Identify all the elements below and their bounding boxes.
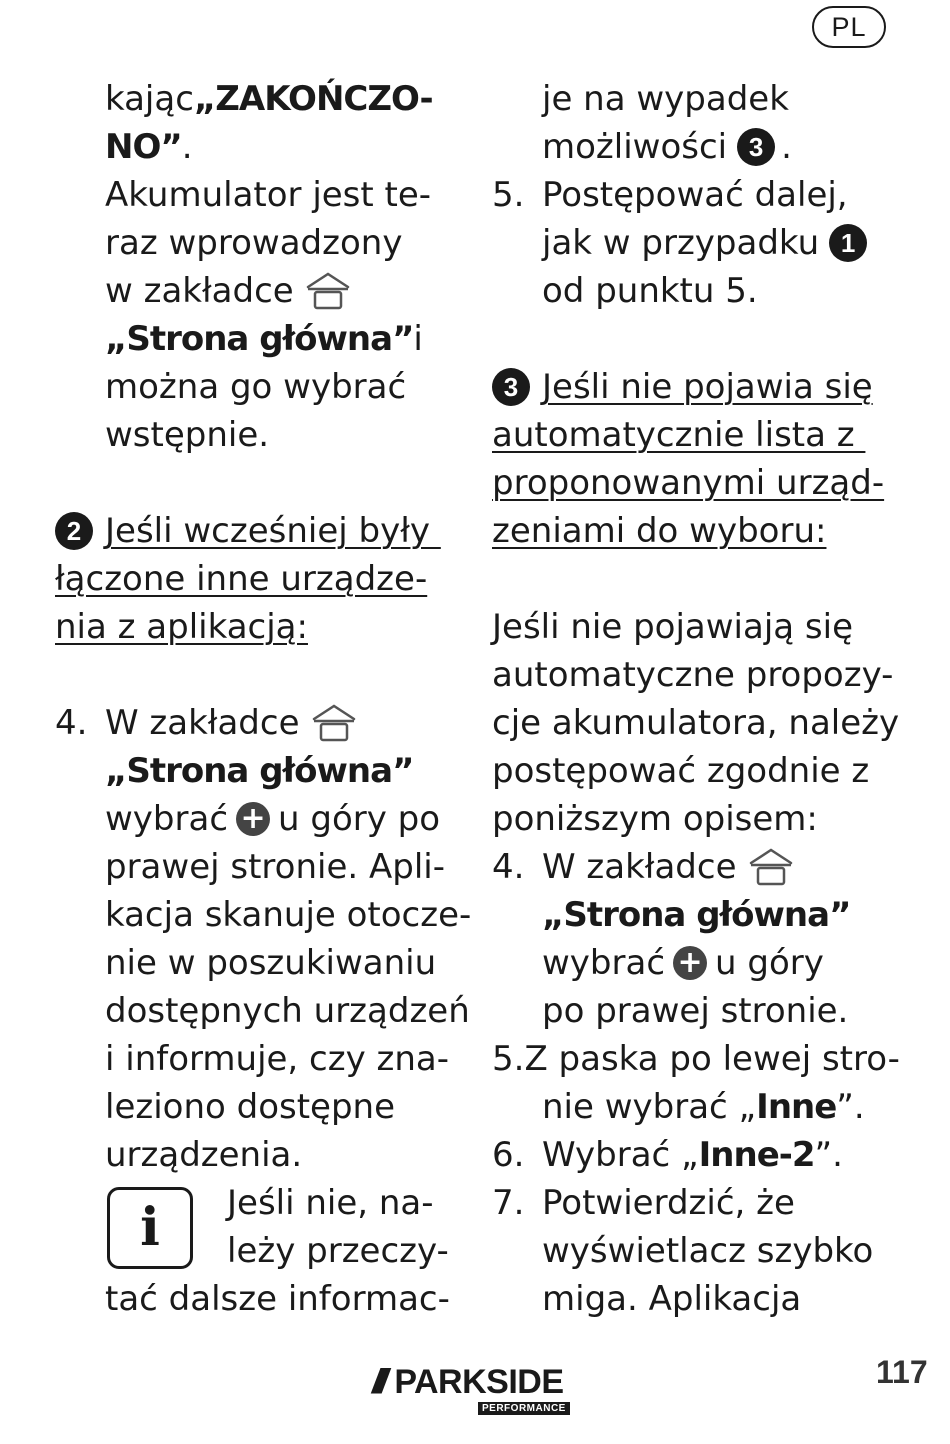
text-line: miga. Aplikacja: [542, 1279, 802, 1319]
right-column: [492, 75, 900, 1323]
step-number: 7.: [492, 1183, 525, 1223]
list-item: 7. Potwierdzić, że: [492, 1179, 897, 1227]
case-heading: łączone inne urządze-: [55, 559, 428, 599]
bold-term: Inne-2: [698, 1135, 815, 1175]
text-line: wybrać + u góry: [542, 943, 824, 983]
case-heading: 3 Jeśli nie pojawia się: [492, 363, 897, 411]
text-line: leży przeczy-: [227, 1231, 449, 1271]
list-item: 6. Wybrać „ Inne-2 ”.: [492, 1131, 897, 1179]
page-number: 117: [876, 1354, 928, 1390]
text-line: dostępnych urządzeń: [105, 991, 470, 1031]
list-item: 5. Z paska po lewej stro-: [492, 1035, 897, 1083]
text-line: urządzenia.: [105, 1135, 303, 1175]
text-line: wyświetlacz szybko: [542, 1231, 874, 1271]
text-line: je na wypadek: [542, 79, 789, 119]
language-badge: PL: [812, 6, 886, 48]
text-line: od punktu 5.: [542, 271, 758, 311]
text-line: jak w przypadku 1: [492, 219, 897, 267]
circled-number: 1: [829, 224, 867, 262]
text-line: i informuje, czy zna-: [105, 1039, 450, 1079]
text-line: możliwości 3 .: [542, 127, 792, 167]
bold-term: NO”: [105, 127, 182, 167]
text-line: postępować zgodnie z: [492, 751, 870, 791]
bold-term: „ZAKOŃCZO-: [193, 79, 433, 119]
plus-icon: +: [673, 946, 707, 980]
step-number: 4.: [492, 847, 525, 887]
text-line: cje akumulatora, należy: [492, 703, 900, 743]
case-heading: 2 Jeśli wcześniej były: [55, 507, 465, 555]
home-icon: [747, 847, 795, 887]
home-icon: [310, 703, 358, 743]
bold-term: „Strona główna”: [542, 895, 851, 935]
text-line: wstępnie.: [105, 415, 270, 455]
step-number: 6.: [492, 1135, 525, 1175]
logo-slashes: ///: [372, 1363, 383, 1401]
text-line: „Strona główna” i: [55, 315, 465, 363]
case-heading: automatycznie lista z: [492, 415, 866, 455]
text-line: [492, 891, 897, 939]
bold-term: „Strona główna”: [105, 751, 414, 791]
text-line: poniższym opisem:: [492, 799, 818, 839]
text-line: NO” .: [55, 123, 465, 171]
text-line: po prawej stronie.: [542, 991, 849, 1031]
text-line: raz wprowadzony: [105, 223, 403, 263]
circled-number: 3: [737, 128, 775, 166]
bold-term: „Strona główna”: [105, 319, 414, 359]
info-note: [55, 1179, 465, 1323]
text-line: prawej stronie. Apli-: [105, 847, 445, 887]
text-line: nie wybrać „ Inne ”.: [492, 1083, 897, 1131]
text-line: nie w poszukiwaniu: [105, 943, 437, 983]
logo-subtitle: PERFORMANCE: [478, 1402, 570, 1415]
left-column: [55, 75, 472, 1323]
text-line: Jeśli nie, na-: [227, 1183, 434, 1223]
case-heading: nia z aplikacją:: [55, 607, 308, 647]
case-heading: proponowanymi urząd-: [492, 463, 885, 503]
circled-number: 2: [55, 512, 93, 550]
step-number: 4.: [55, 703, 88, 743]
step-number: 5.: [492, 175, 525, 215]
home-icon: [304, 271, 352, 311]
circled-number: 3: [492, 368, 530, 406]
parkside-logo: [372, 1362, 597, 1422]
plus-icon: +: [236, 802, 270, 836]
bold-term: Inne: [756, 1087, 837, 1127]
step-number: 5.: [492, 1039, 525, 1079]
text-line: [55, 747, 465, 795]
text-line: tać dalsze informac-: [105, 1279, 450, 1319]
text-line: Jeśli nie pojawiają się: [492, 607, 854, 647]
list-item: 4. W zakładce: [55, 699, 465, 747]
text-line: Akumulator jest te-: [105, 175, 432, 215]
text-line: kacja skanuje otocze-: [105, 895, 472, 935]
text-line: w zakładce: [55, 267, 465, 315]
text-line: leziono dostępne: [105, 1087, 396, 1127]
text-line: wybrać + u góry po: [105, 799, 441, 839]
logo-brand: PARKSIDE: [394, 1363, 564, 1401]
list-item: 4. W zakładce: [492, 843, 897, 891]
text-line: kając „ZAKOŃCZO-: [55, 75, 465, 123]
text-line: automatyczne propozy-: [492, 655, 894, 695]
text-line: można go wybrać: [105, 367, 407, 407]
info-icon: i: [107, 1187, 193, 1269]
list-item: 5. Postępować dalej,: [492, 171, 897, 219]
case-heading: zeniami do wyboru:: [492, 511, 827, 551]
